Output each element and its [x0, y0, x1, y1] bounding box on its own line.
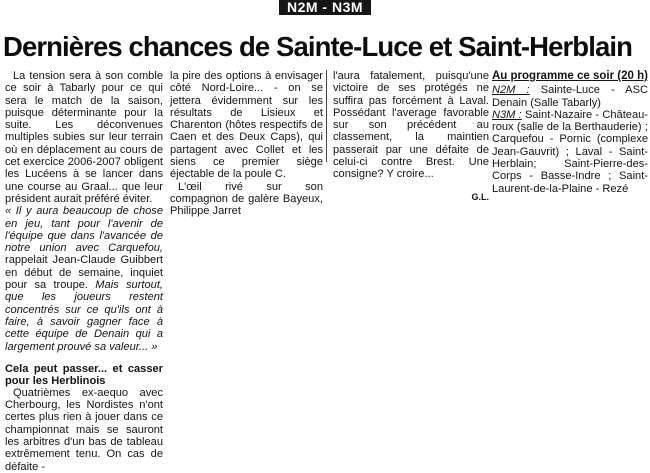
program-n2m — [492, 84, 648, 109]
n2m-fixtures: Sainte-Luce - ASC Denain (Salle Tabarly) — [492, 84, 648, 109]
program-title: Au programme ce soir (20 h) — [492, 70, 648, 82]
article-column-3 — [333, 70, 489, 203]
program-box — [492, 70, 648, 195]
author-signature: G.L. — [471, 191, 489, 202]
subheading: Cela peut passer... et casser pour les Herblinois — [5, 362, 163, 387]
n3m-label: N3M : — [492, 108, 522, 121]
paragraph-jarret: L'œil rivé sur son compagnon de galère Bayeux, Philippe Jarret — [170, 180, 323, 218]
paragraph-continuation: la pire des options à envisager côté Nord-Loire... - on se jettera évidemment sur les résultats de Lisieux et Charenton (hôtes respectifs de Caen et des Deux Caps), qui partagent avec Collet et les siens ce premier siège éjectable de la poule C. — [170, 70, 323, 181]
quote-attribution: rappelait Jean-Claude Guibbert en début de semaine, inquiet pour sa troupe. — [5, 254, 163, 292]
article-column-1 — [5, 70, 163, 473]
section-tag: N2M - N3M — [279, 0, 371, 15]
program-n3m — [492, 109, 648, 195]
paragraph-quote — [5, 205, 163, 353]
article-column-2 — [170, 70, 323, 218]
quote-part-2: Mais surtout, que les joueurs restent concentrés sur ce qu'ils ont à faire, à savoir gagner face à cette équipe de Denain qui a largement prouvé sa valeur... » — [5, 279, 163, 353]
paragraph-herblinois: Quatrièmes ex-aequo avec Cherbourg, les Nordistes n'ont certes plus rien à jouer dans ce championnat mais se sauront les arbitres d'un bas de tableau extrêmement tenu. On cas de défaite - — [5, 386, 163, 473]
paragraph-conclusion: l'aura fatalement, puisqu'une victoire de ses protégés ne suffira pas forcément à Laval. Possédant l'average favorable sur son précédent au classement, la maintien passerait par une défaite de celui-ci contre Brest. Une consigne? Y croire... — [333, 70, 489, 181]
column-divider — [326, 70, 327, 162]
paragraph-intro: La tension sera à son comble ce soir à Tabarly pour ce qui sera le match de la saison, puisque déterminante pour la suite. Les déconvenues multiples subies sur leur terrain où en déplacement au cours de cet exercice 2006-2007 obligent les Lucéens à se lancer dans une course au Graal... que leur président aurait préféré éviter. — [5, 70, 163, 205]
headline: Dernières chances de Sainte-Luce et Saint-Herblain — [3, 31, 632, 62]
n3m-fixtures: Saint-Nazaire - Château-roux (salle de la Berthauderie) ; Carquefou - Pornic (complexe Jean-Gauvrit) ; Laval - Saint-Herblain; Saint-Pierre-des-Corps - Basse-Indre ; Saint-Laurent-de-la-Plaine - Rezé — [492, 108, 648, 195]
quote-part-1: « Il y aura beaucoup de chose en jeu, tant pour l'avenir de l'équipe que dans l'avancée de notre union avec Carquefou, — [5, 205, 163, 255]
n2m-label: N2M : — [492, 84, 530, 97]
